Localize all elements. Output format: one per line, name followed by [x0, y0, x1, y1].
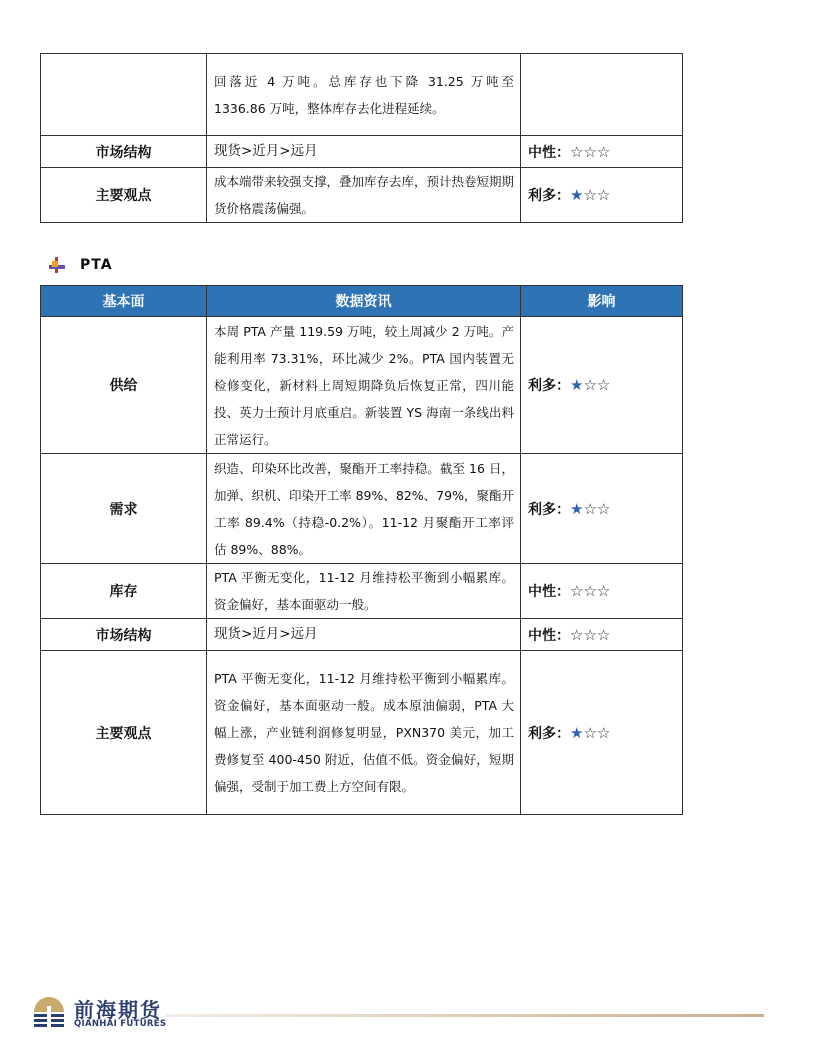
row-label: 市场结构: [41, 619, 207, 651]
row-impact: [521, 651, 683, 815]
impact-label: 中性：: [528, 144, 570, 161]
top-table: [40, 53, 683, 223]
row-impact: [521, 619, 683, 651]
star-empty-icon: ☆☆☆: [570, 625, 611, 644]
row-content: 本周 PTA 产量 119.59 万吨，较上周减少 2 万吨。产能利用率 73.31%，环比减少 2%。PTA 国内装置无检修变化，新材料上周短期降负后恢复正常，四川能投、英力士预计月底重启。新装置 YS 海南一条线出料正常运行。: [207, 317, 521, 454]
star-empty-icon: ☆☆: [583, 499, 611, 518]
impact-label: 中性：: [528, 584, 570, 600]
star-filled-icon: ★: [570, 376, 584, 394]
impact-label: 利多：: [528, 725, 570, 742]
impact-label: 利多：: [528, 188, 570, 204]
table-row: [41, 317, 683, 454]
row-impact: [521, 454, 683, 564]
column-header: 基本面: [41, 286, 207, 317]
star-empty-icon: ☆☆: [583, 376, 611, 394]
table-row: [41, 54, 683, 136]
row-impact: [521, 136, 683, 168]
row-content: 现货>近月>远月: [207, 136, 521, 168]
star-filled-icon: ★: [570, 723, 584, 742]
footer-divider: [166, 1014, 764, 1017]
star-empty-icon: ☆☆: [583, 723, 611, 742]
logo-english-name: QIANHAI FUTURES: [74, 1019, 167, 1029]
bullet-icon: [48, 256, 66, 274]
page-footer: [28, 990, 788, 1034]
logo-chinese-name: 前海期货: [74, 998, 162, 1022]
row-label: [41, 54, 207, 136]
star-empty-icon: ☆☆: [583, 186, 611, 204]
row-content: PTA 平衡无变化，11-12 月维持松平衡到小幅累库。资金偏好，基本面驱动一般。成本原油偏弱，PTA 大幅上涨，产业链利润修复明显，PXN370 美元，加工费修复至 400-450 附近，估值不低。资金偏好，短期偏强，受制于加工费上方空间有限。: [207, 651, 521, 815]
row-impact: [521, 168, 683, 223]
pta-table: [40, 285, 683, 815]
row-content: PTA 平衡无变化，11-12 月维持松平衡到小幅累库。资金偏好，基本面驱动一般。: [207, 564, 521, 619]
row-content: 回落近 4 万吨。总库存也下降 31.25 万吨至 1336.86 万吨，整体库存去化进程延续。: [207, 54, 521, 136]
impact-label: 中性：: [528, 627, 570, 644]
company-logo-icon: [30, 992, 68, 1030]
star-empty-icon: ☆☆☆: [570, 142, 611, 161]
row-label: 库存: [41, 564, 207, 619]
row-label: 供给: [41, 317, 207, 454]
star-empty-icon: ☆☆☆: [570, 582, 611, 600]
table-row: [41, 168, 683, 223]
star-filled-icon: ★: [570, 499, 584, 518]
row-label: 需求: [41, 454, 207, 564]
star-filled-icon: ★: [570, 186, 584, 204]
column-header: 影响: [521, 286, 683, 317]
row-label: 市场结构: [41, 136, 207, 168]
row-impact: [521, 317, 683, 454]
row-impact: [521, 564, 683, 619]
row-impact: [521, 54, 683, 136]
row-content: 现货>近月>远月: [207, 619, 521, 651]
table-row: [41, 619, 683, 651]
table-header-row: [41, 286, 683, 317]
impact-label: 利多：: [528, 501, 570, 518]
section-title: PTA: [80, 257, 113, 273]
row-label: 主要观点: [41, 651, 207, 815]
table-row: [41, 454, 683, 564]
impact-label: 利多：: [528, 378, 570, 394]
row-content: 织造、印染环比改善，聚酯开工率持稳。截至 16 日，加弹、织机、印染开工率 89%、82%、79%，聚酯开工率 89.4%（持稳-0.2%）。11-12 月聚酯开工率评估 89%、88%。: [207, 454, 521, 564]
table-row: [41, 136, 683, 168]
table-row: [41, 564, 683, 619]
row-content: 成本端带来较强支撑，叠加库存去库，预计热卷短期期货价格震荡偏强。: [207, 168, 521, 223]
section-heading: [48, 255, 113, 275]
table-row: [41, 651, 683, 815]
column-header: 数据资讯: [207, 286, 521, 317]
row-label: 主要观点: [41, 168, 207, 223]
